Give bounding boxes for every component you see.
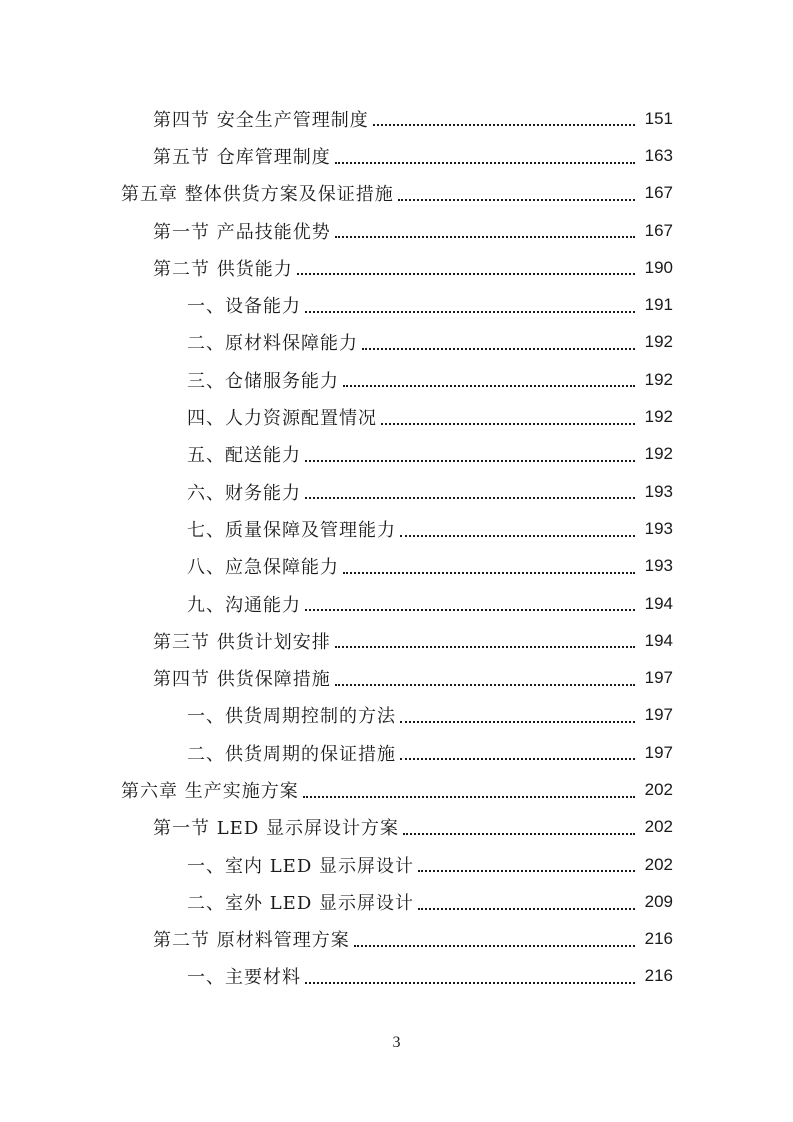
toc-dot-leader	[400, 720, 635, 723]
toc-dot-leader	[335, 235, 635, 238]
toc-dot-leader	[400, 534, 635, 537]
toc-dot-leader	[354, 944, 635, 947]
toc-entry-page: 192	[644, 332, 673, 352]
toc-dot-leader	[305, 310, 635, 313]
toc-entry-page: 192	[644, 369, 673, 389]
toc-entry-label: 二、室外 LED 显示屏设计	[187, 892, 414, 914]
toc-entry[interactable]	[0, 100, 793, 137]
toc-dot-leader	[343, 571, 635, 574]
toc-entry[interactable]	[0, 175, 793, 212]
toc-entry[interactable]	[0, 473, 793, 510]
toc-entry-label: 第五节 仓库管理制度	[153, 146, 331, 168]
toc-entry[interactable]	[0, 659, 793, 696]
toc-entry-page: 193	[644, 481, 673, 501]
toc-entry-label: 七、质量保障及管理能力	[187, 519, 396, 541]
toc-dot-leader	[335, 161, 635, 164]
toc-entry-label: 三、仓储服务能力	[187, 370, 339, 392]
toc-entry[interactable]	[0, 846, 793, 883]
toc-entry-label: 第六章 生产实施方案	[121, 780, 299, 802]
toc-dot-leader	[305, 608, 635, 611]
toc-entry-label: 一、设备能力	[187, 296, 301, 318]
toc-entry-label: 第四节 供货保障措施	[153, 669, 331, 691]
toc-entry-label: 六、财务能力	[187, 482, 301, 504]
toc-dot-leader	[403, 832, 635, 835]
toc-entry[interactable]	[0, 921, 793, 958]
toc-entry-page: 191	[644, 295, 673, 315]
toc-entry-page: 193	[644, 518, 673, 538]
toc-entry-page: 197	[644, 668, 673, 688]
toc-entry-page: 190	[644, 257, 673, 277]
toc-entry[interactable]	[0, 510, 793, 547]
page-number: 3	[392, 1034, 401, 1051]
toc-entry[interactable]	[0, 398, 793, 435]
toc-entry[interactable]	[0, 436, 793, 473]
toc-entry[interactable]	[0, 734, 793, 771]
toc-dot-leader	[398, 198, 635, 201]
toc-dot-leader	[305, 981, 635, 984]
toc-entry-label: 一、供货周期控制的方法	[187, 706, 396, 728]
toc-dot-leader	[305, 496, 635, 499]
toc-dot-leader	[400, 757, 635, 760]
toc-dot-leader	[305, 459, 635, 462]
toc-entry[interactable]	[0, 249, 793, 286]
toc-entry-page: 197	[644, 705, 673, 725]
toc-dot-leader	[343, 384, 635, 387]
toc-entry-label: 二、原材料保障能力	[187, 333, 358, 355]
toc-entry[interactable]	[0, 137, 793, 174]
toc-entry[interactable]	[0, 548, 793, 585]
toc-entry-label: 八、应急保障能力	[187, 557, 339, 579]
toc-entry-page: 193	[644, 556, 673, 576]
toc-dot-leader	[418, 869, 635, 872]
toc-entry-label: 第二节 原材料管理方案	[153, 930, 350, 952]
toc-entry-page: 163	[644, 145, 673, 165]
toc-entry-page: 192	[644, 407, 673, 427]
toc-entry[interactable]	[0, 212, 793, 249]
toc-entry-page: 197	[644, 742, 673, 762]
toc-entry-page: 216	[644, 966, 673, 986]
toc-entry[interactable]	[0, 771, 793, 808]
toc-entry-page: 194	[644, 593, 673, 613]
toc-dot-leader	[373, 123, 635, 126]
toc-entry-page: 209	[644, 891, 673, 911]
toc-dot-leader	[381, 422, 635, 425]
toc-dot-leader	[418, 907, 635, 910]
toc-entry-page: 167	[644, 220, 673, 240]
toc-entry-page: 202	[644, 817, 673, 837]
toc-entry-label: 第五章 整体供货方案及保证措施	[121, 184, 394, 206]
toc-entry-page: 167	[644, 183, 673, 203]
toc-entry-label: 第一节 产品技能优势	[153, 221, 331, 243]
toc-dot-leader	[335, 683, 635, 686]
toc-entry-page: 194	[644, 630, 673, 650]
toc-entry[interactable]	[0, 324, 793, 361]
toc-entry-label: 第一节 LED 显示屏设计方案	[153, 818, 399, 840]
table-of-contents	[0, 100, 793, 995]
toc-dot-leader	[303, 795, 635, 798]
toc-entry[interactable]	[0, 697, 793, 734]
toc-entry-page: 151	[644, 108, 673, 128]
toc-entry[interactable]	[0, 286, 793, 323]
toc-entry[interactable]	[0, 809, 793, 846]
toc-entry[interactable]	[0, 585, 793, 622]
toc-entry[interactable]	[0, 883, 793, 920]
toc-entry-label: 第四节 安全生产管理制度	[153, 109, 369, 131]
toc-entry-label: 二、供货周期的保证措施	[187, 743, 396, 765]
toc-entry-label: 一、主要材料	[187, 967, 301, 989]
toc-entry-label: 第三节 供货计划安排	[153, 631, 331, 653]
toc-entry-page: 192	[644, 444, 673, 464]
toc-entry[interactable]	[0, 361, 793, 398]
toc-entry-label: 四、人力资源配置情况	[187, 408, 377, 430]
toc-dot-leader	[335, 645, 635, 648]
toc-entry[interactable]	[0, 622, 793, 659]
toc-entry-label: 九、沟通能力	[187, 594, 301, 616]
toc-dot-leader	[362, 347, 635, 350]
toc-dot-leader	[297, 272, 635, 275]
toc-entry[interactable]	[0, 958, 793, 995]
toc-entry-page: 216	[644, 929, 673, 949]
toc-entry-label: 一、室内 LED 显示屏设计	[187, 855, 414, 877]
toc-entry-label: 第二节 供货能力	[153, 258, 293, 280]
toc-entry-page: 202	[644, 779, 673, 799]
toc-entry-page: 202	[644, 854, 673, 874]
toc-entry-label: 五、配送能力	[187, 445, 301, 467]
